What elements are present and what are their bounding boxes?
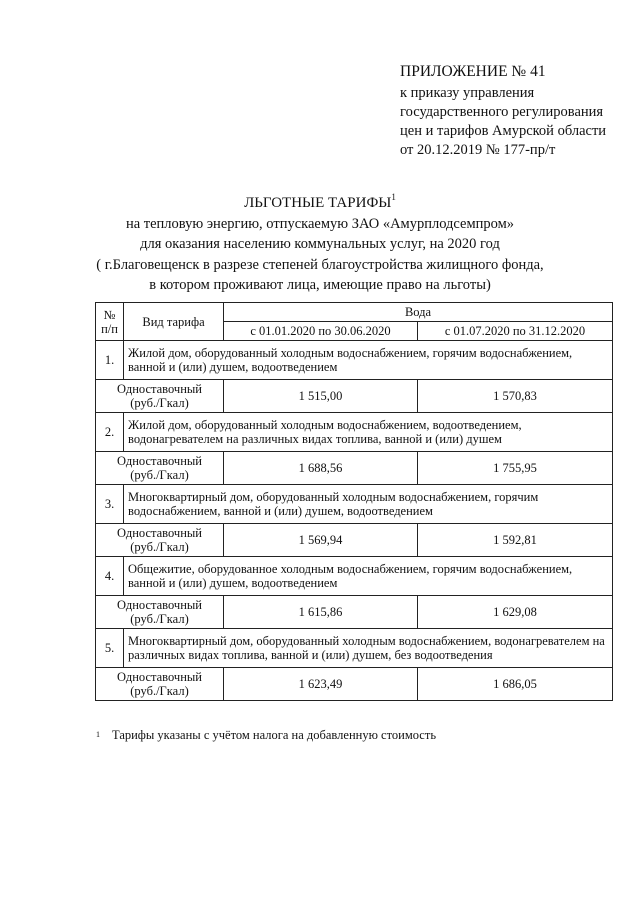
col-header-period-2: с 01.07.2020 по 31.12.2020 — [418, 322, 613, 341]
rate-value-period-2: 1 592,81 — [418, 524, 613, 557]
table-row — [96, 341, 613, 380]
table-row — [96, 557, 613, 596]
table-row — [96, 380, 613, 413]
rate-value-period-2: 1 629,08 — [418, 596, 613, 629]
document-heading — [0, 187, 640, 296]
col-header-period-1: с 01.01.2020 по 30.06.2020 — [224, 322, 418, 341]
title-footnote-mark: 1 — [391, 192, 396, 202]
row-description: Жилой дом, оборудованный холодным водоснабжением, горячим водоснабжением, ванной и (или) душем, водоотведением — [124, 341, 613, 380]
rate-value-period-2: 1 570,83 — [418, 380, 613, 413]
footnote-mark: 1 — [96, 730, 100, 739]
appendix-line: к приказу управления — [400, 85, 535, 101]
rate-value-period-2: 1 686,05 — [418, 668, 613, 701]
document-title: ЛЬГОТНЫЕ ТАРИФЫ$^1$ — [244, 192, 396, 211]
row-number: 5. — [96, 629, 124, 668]
rate-value-period-2: 1 755,95 — [418, 452, 613, 485]
appendix-title: ПРИЛОЖЕНИЕ № 41 — [400, 63, 546, 80]
table-row — [96, 596, 613, 629]
tariffs-table — [95, 302, 613, 701]
footnote — [96, 728, 436, 743]
rate-value-period-1: 1 569,94 — [224, 524, 418, 557]
row-description: Многоквартирный дом, оборудованный холодным водоснабжением, горячим водоснабжением, ванной и (или) душем, водоотведением — [124, 485, 613, 524]
row-number: 4. — [96, 557, 124, 596]
rate-label: Одноставочный (руб./Гкал) — [96, 596, 224, 629]
heading-line: на тепловую энергию, отпускаемую ЗАО «Амурплодсемпром» — [125, 215, 515, 232]
rate-value-period-1: 1 515,00 — [224, 380, 418, 413]
row-number: 1. — [96, 341, 124, 380]
heading-line: для оказания населению коммунальных услуг, на 2020 год — [140, 236, 500, 252]
rate-value-period-1: 1 688,56 — [224, 452, 418, 485]
appendix-line: цен и тарифов Амурской области — [400, 123, 607, 139]
table-row — [96, 413, 613, 452]
col-header-tariff-type: Вид тарифа — [124, 303, 224, 341]
row-description: Общежитие, оборудованное холодным водоснабжением, горячим водоснабжением, ванной и (или) душем, водоотведением — [124, 557, 613, 596]
row-number: 2. — [96, 413, 124, 452]
row-number: 3. — [96, 485, 124, 524]
heading-line: ( г.Благовещенск в разрезе степеней благоустройства жилищного фонда, — [96, 256, 544, 273]
rate-value-period-1: 1 623,49 — [224, 668, 418, 701]
footnote-text: Тарифы указаны с учётом налога на добавленную стоимость — [112, 728, 437, 742]
table-row — [96, 629, 613, 668]
table-row — [96, 485, 613, 524]
row-description: Многоквартирный дом, оборудованный холодным водоснабжением, водонагревателем на различных видах топлива, ванной и (или) душем, без водоотведения — [124, 629, 613, 668]
col-header-water: Вода — [224, 303, 613, 322]
appendix-line: от 20.12.2019 № 177-пр/т — [400, 142, 556, 158]
rate-label: Одноставочный (руб./Гкал) — [96, 668, 224, 701]
row-description: Жилой дом, оборудованный холодным водоснабжением, водоотведением, водонагревателем на различных видах топлива, ванной и (или) душем — [124, 413, 613, 452]
heading-line: в котором проживают лица, имеющие право на льготы) — [149, 277, 491, 293]
rate-label: Одноставочный (руб./Гкал) — [96, 380, 224, 413]
table-row — [96, 668, 613, 701]
appendix-line: государственного регулирования — [400, 104, 604, 120]
appendix-block — [400, 62, 606, 160]
rate-value-period-1: 1 615,86 — [224, 596, 418, 629]
col-header-number: № п/п — [96, 303, 124, 341]
table-row — [96, 524, 613, 557]
rate-label: Одноставочный (руб./Гкал) — [96, 524, 224, 557]
table-row — [96, 452, 613, 485]
rate-label: Одноставочный (руб./Гкал) — [96, 452, 224, 485]
